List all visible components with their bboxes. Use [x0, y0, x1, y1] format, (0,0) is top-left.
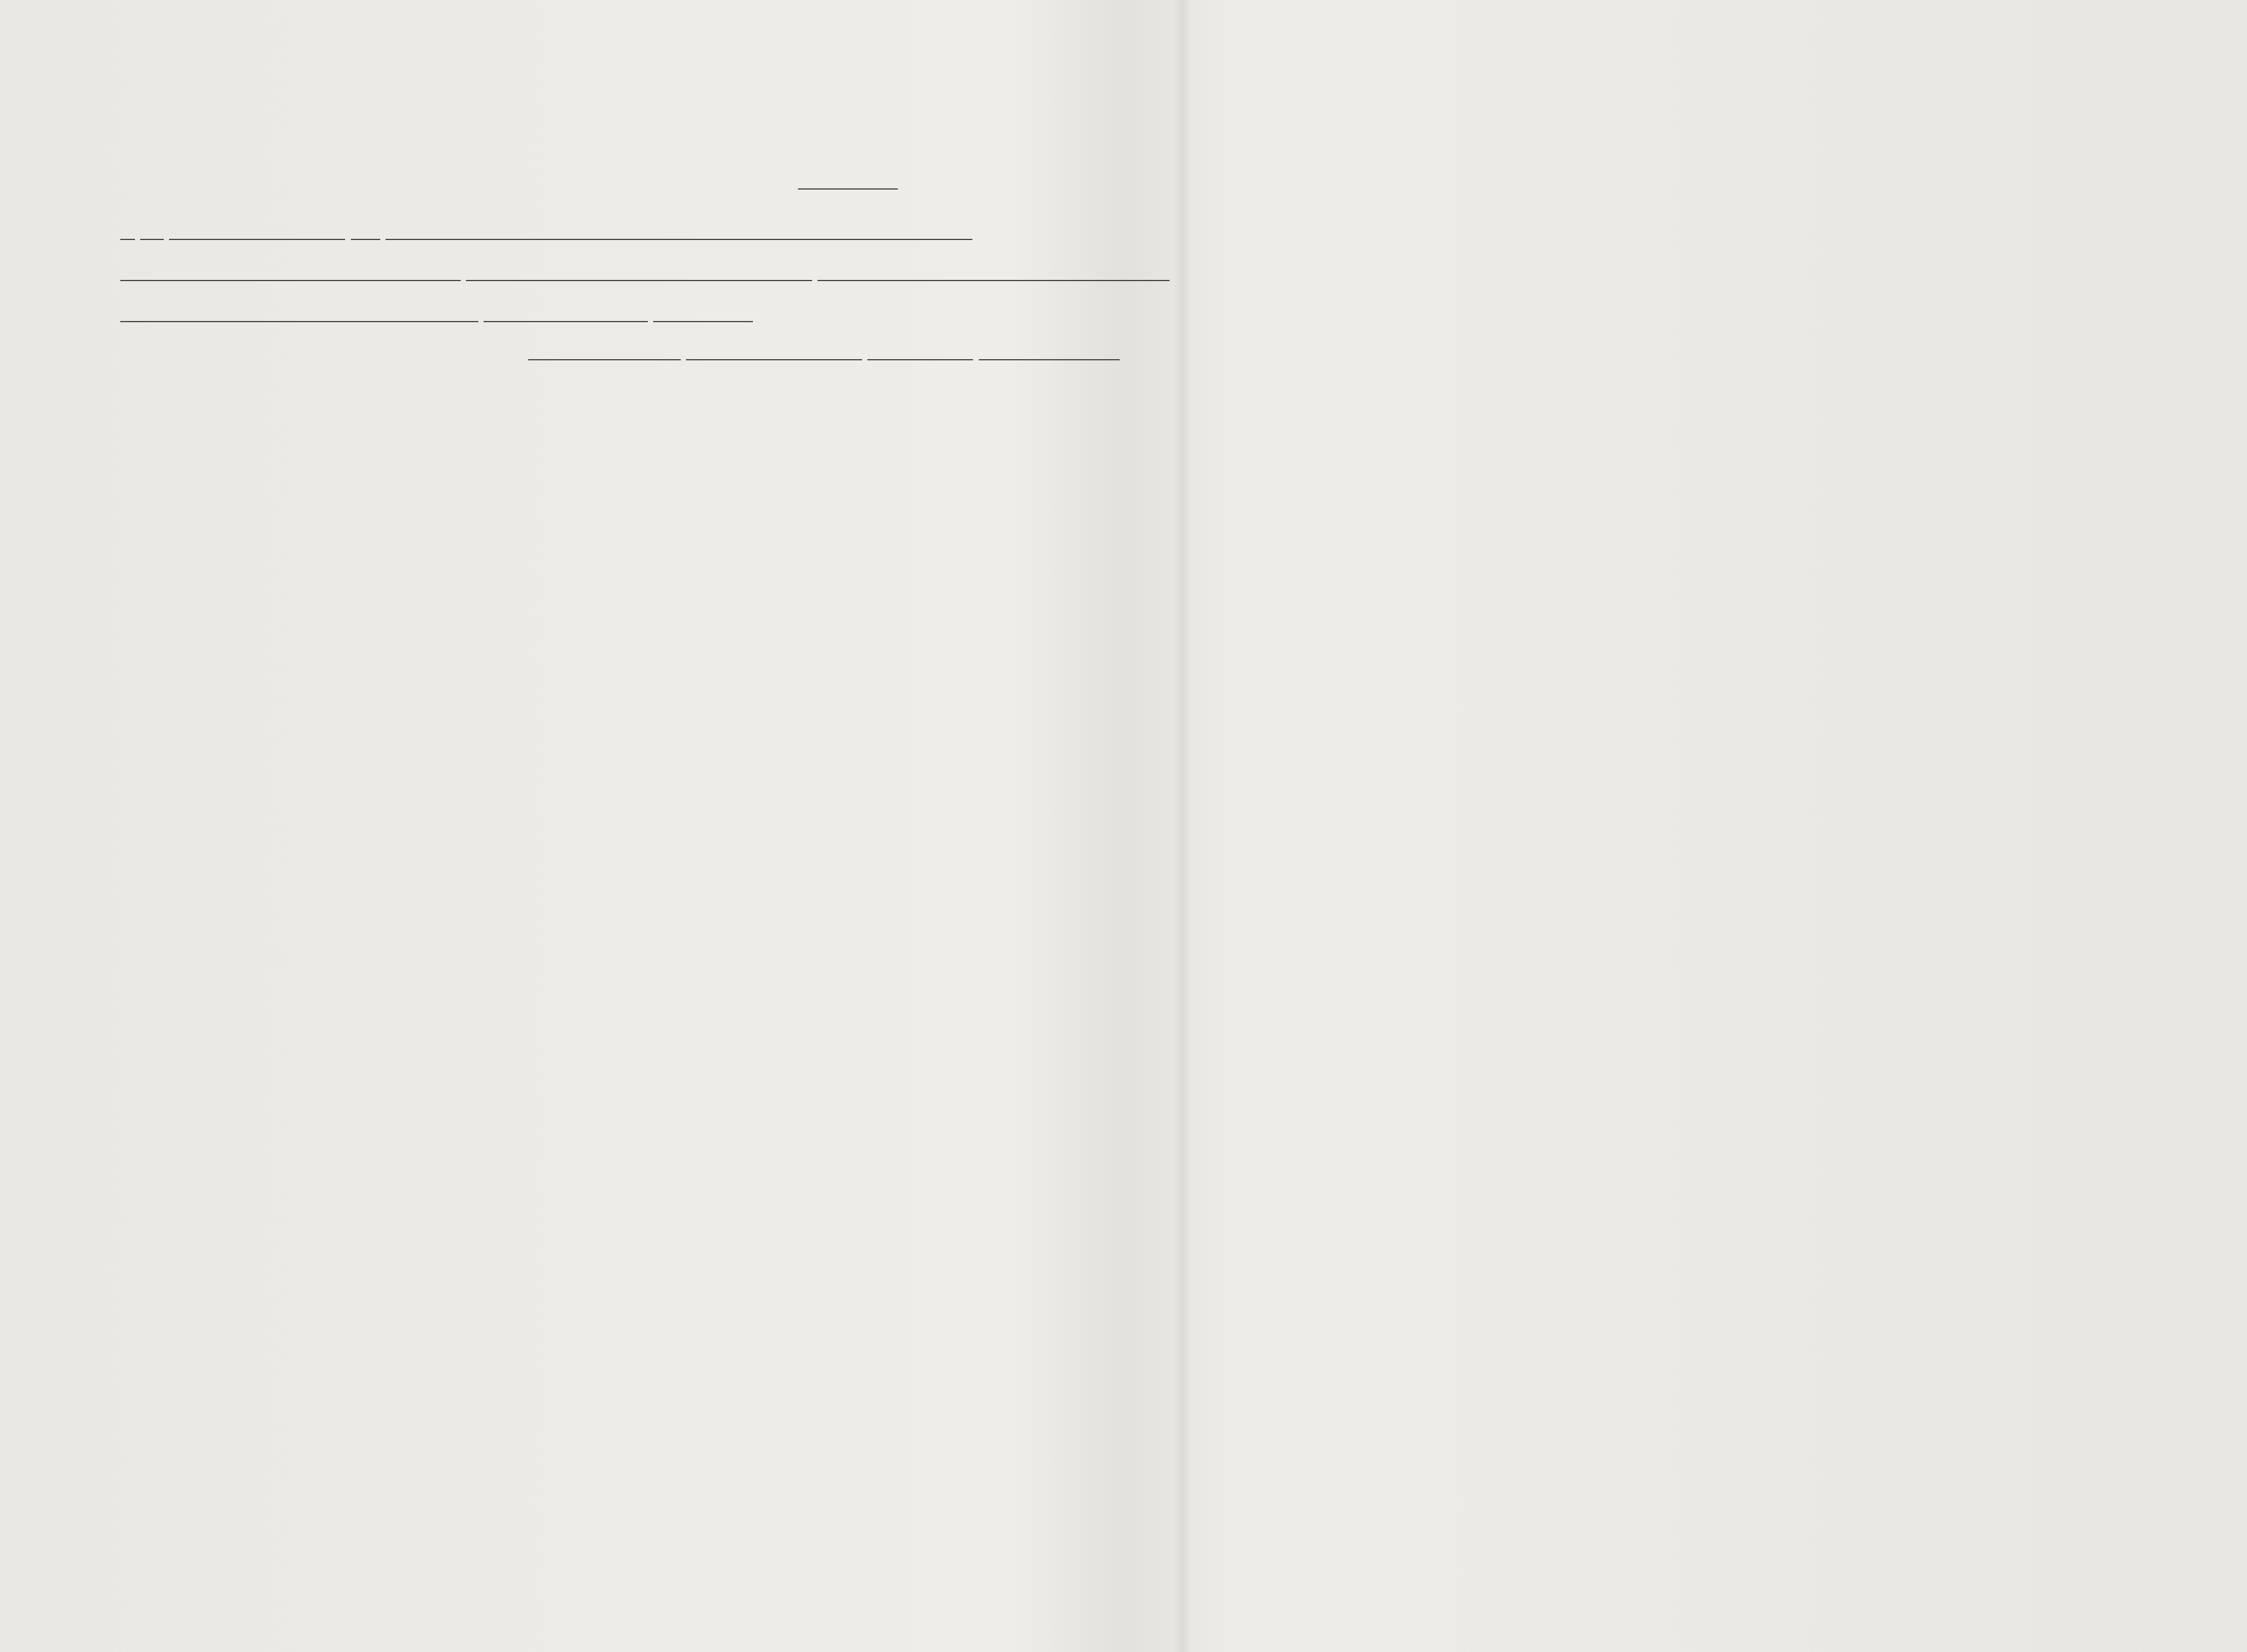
- blank: [686, 342, 862, 360]
- blank: [120, 221, 135, 240]
- blank: [140, 221, 164, 240]
- blank: [817, 262, 1170, 281]
- blank: [867, 342, 973, 360]
- header-line-2: [120, 261, 1170, 281]
- blank: [169, 221, 345, 240]
- blank: [120, 303, 478, 322]
- blank: [484, 303, 648, 322]
- blank: [120, 262, 461, 281]
- blank: [466, 262, 812, 281]
- title-blank: [798, 171, 898, 190]
- header-line-4: [528, 340, 1120, 360]
- blank: [653, 303, 753, 322]
- header-line-3: [120, 302, 753, 322]
- blank: [979, 342, 1120, 360]
- blank: [528, 342, 681, 360]
- blank: [351, 221, 380, 240]
- paper-fold: [1174, 0, 1191, 1652]
- blank: [386, 221, 972, 240]
- page-title: [798, 150, 898, 190]
- header-line-1: [120, 220, 972, 240]
